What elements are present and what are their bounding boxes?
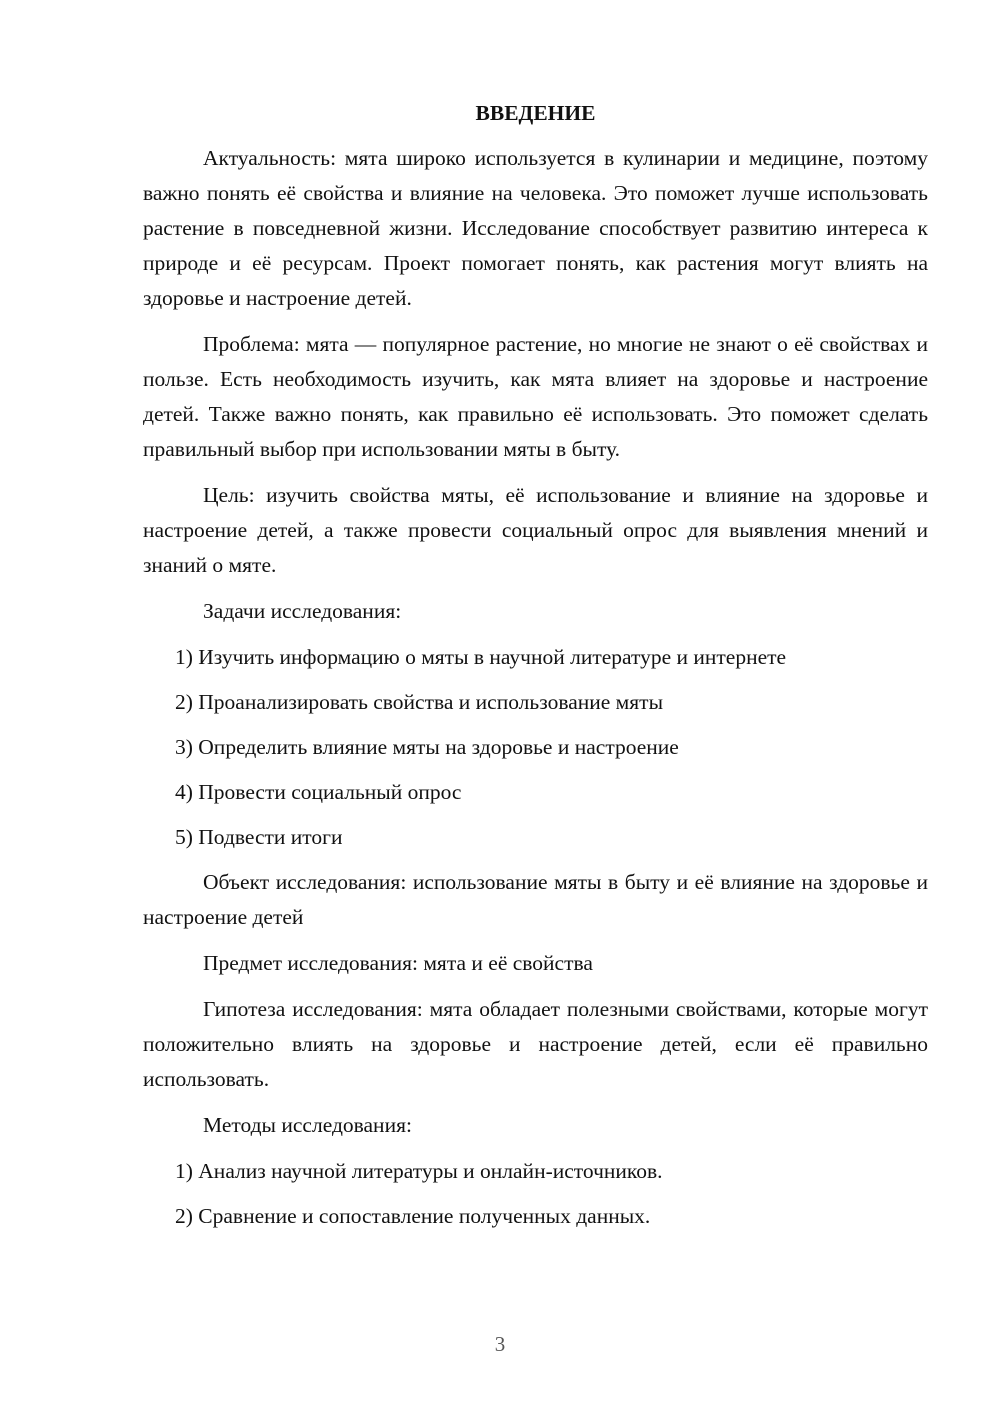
task-item: 4) Провести социальный опрос [175,780,462,804]
hypothesis-paragraph: Гипотеза исследования: мята обладает полезными свойствами, которые могут положительно влиять на здоровье и настроение детей, если её правильно использовать. [143,997,928,1091]
relevance-paragraph: Актуальность: мята широко используется в кулинарии и медицине, поэтому важно понять её свойства и влияние на человека. Это поможет лучше использовать растение в повседневной жизни. Исследование способствует развитию интереса к природе и её ресурсам. Проект помогает понять, как растения могут влиять на здоровье и настроение детей. [143,146,928,310]
problem-paragraph: Проблема: мята — популярное растение, но многие не знают о её свойствах и пользе. Есть необходимость изучить, как мята влияет на здоровье и настроение детей. Также важно понять, как правильно её использовать. Это поможет сделать правильный выбор при использовании мяты в быту. [143,332,928,461]
section-title: ВВЕДЕНИЕ [475,101,596,125]
tasks-heading: Задачи исследования: [203,599,402,623]
method-item: 2) Сравнение и сопоставление полученных данных. [175,1204,651,1228]
page-number: 3 [494,1332,506,1356]
page-content [143,96,928,1244]
task-item: 5) Подвести итоги [175,825,343,849]
task-item: 1) Изучить информацию о мяты в научной литературе и интернете [175,645,787,669]
methods-heading: Методы исследования: [203,1113,412,1137]
task-item: 2) Проанализировать свойства и использование мяты [175,690,664,714]
subject-paragraph: Предмет исследования: мята и её свойства [203,951,593,975]
object-paragraph: Объект исследования: использование мяты в быту и её влияние на здоровье и настроение детей [143,870,928,929]
task-item: 3) Определить влияние мяты на здоровье и настроение [175,735,679,759]
goal-paragraph: Цель: изучить свойства мяты, её использование и влияние на здоровье и настроение детей, а также провести социальный опрос для выявления мнений и знаний о мяте. [143,483,928,577]
method-item: 1) Анализ научной литературы и онлайн-источников. [175,1159,663,1183]
